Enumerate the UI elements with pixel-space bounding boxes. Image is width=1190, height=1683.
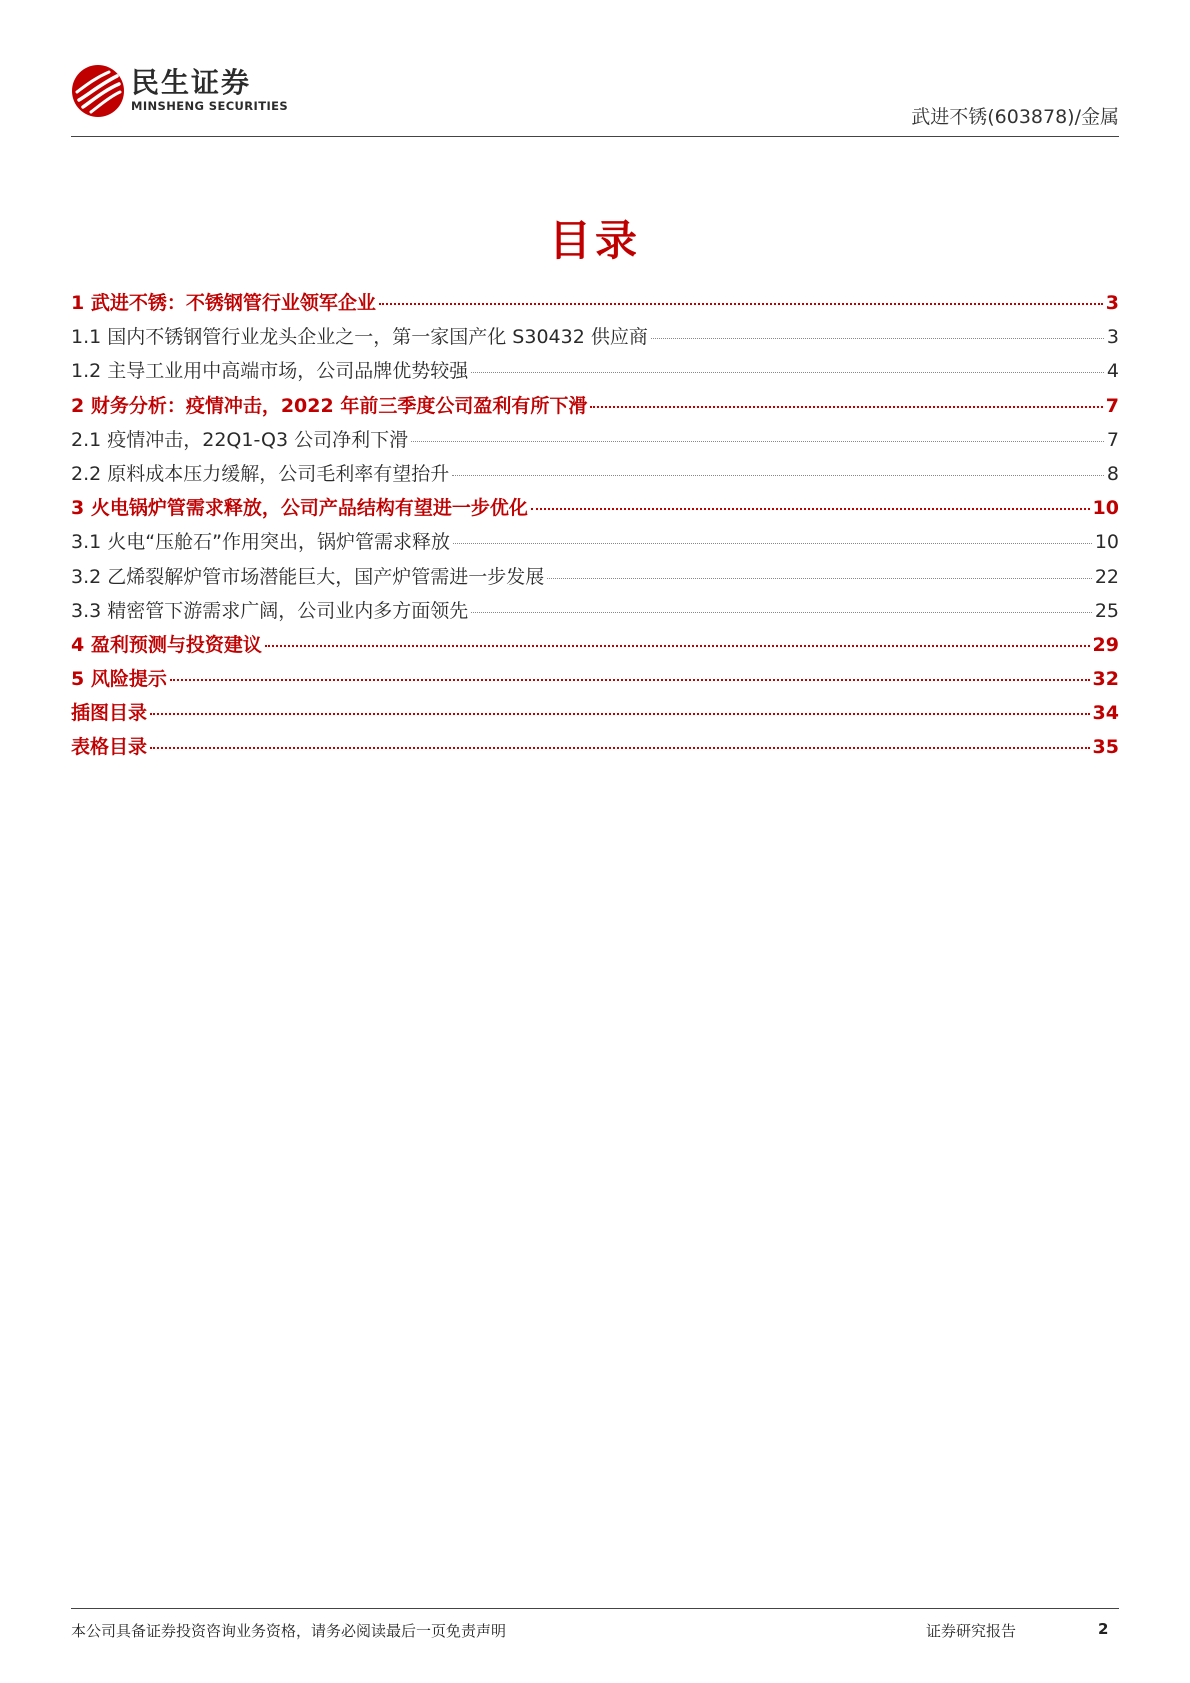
toc-leader-dots xyxy=(531,508,1090,510)
toc-entry[interactable] xyxy=(71,320,1119,354)
toc-entry[interactable] xyxy=(71,423,1119,457)
toc-entry-label: 3.3 精密管下游需求广阔，公司业内多方面领先 xyxy=(71,599,469,622)
toc-leader-dots xyxy=(170,679,1090,681)
toc-entry-label: 5 风险提示 xyxy=(71,668,167,691)
toc-entry-page: 25 xyxy=(1094,599,1119,622)
toc-leader-dots xyxy=(265,645,1090,647)
toc-entry-label: 2.1 疫情冲击，22Q1-Q3 公司净利下滑 xyxy=(71,428,409,451)
toc-entry[interactable] xyxy=(71,696,1119,730)
toc-entry[interactable] xyxy=(71,594,1119,628)
toc-entry-page: 8 xyxy=(1106,462,1119,485)
logo-chinese-name: 民生证券 xyxy=(131,66,252,99)
toc-entry[interactable] xyxy=(71,560,1119,594)
toc-entry[interactable] xyxy=(71,662,1119,696)
toc-entry-label: 4 盈利预测与投资建议 xyxy=(71,633,262,656)
toc-entry[interactable] xyxy=(71,730,1119,764)
toc-entry-label: 3 火电锅炉管需求释放，公司产品结构有望进一步优化 xyxy=(71,497,528,520)
header-stock-label: 武进不锈(603878)/金属 xyxy=(911,106,1119,128)
footer-divider xyxy=(71,1608,1119,1609)
toc-entry-page: 32 xyxy=(1092,668,1119,691)
toc-entry-page: 7 xyxy=(1106,428,1119,451)
toc-entry-label: 2.2 原料成本压力缓解，公司毛利率有望抬升 xyxy=(71,462,450,485)
toc-title: 目录 xyxy=(548,216,641,265)
toc-leader-dots xyxy=(547,578,1092,579)
toc-leader-dots xyxy=(453,543,1092,544)
toc-entry-label: 1.2 主导工业用中高端市场，公司品牌优势较强 xyxy=(71,360,469,383)
toc-leader-dots xyxy=(452,475,1104,476)
toc-entry[interactable] xyxy=(71,457,1119,491)
minsheng-logo-icon xyxy=(71,64,125,118)
toc-entry[interactable] xyxy=(71,525,1119,559)
toc-entry-page: 3 xyxy=(1105,292,1119,314)
toc-entry-page: 35 xyxy=(1092,736,1119,759)
toc-entry-page: 4 xyxy=(1106,360,1119,383)
toc-entry-label: 1 武进不锈：不锈钢管行业领军企业 xyxy=(71,292,376,314)
toc-entry[interactable] xyxy=(71,389,1119,423)
toc-entry-page: 10 xyxy=(1094,531,1119,554)
toc-entry-page: 7 xyxy=(1105,394,1119,417)
logo-english-name: MINSHENG SECURITIES xyxy=(131,99,289,113)
toc-entry-page: 22 xyxy=(1094,565,1119,588)
footer-page-number: 2 xyxy=(1098,1620,1109,1638)
toc-leader-dots xyxy=(379,303,1103,305)
toc-entry-page: 29 xyxy=(1092,633,1119,656)
toc-entry-label: 3.2 乙烯裂解炉管市场潜能巨大，国产炉管需进一步发展 xyxy=(71,565,545,588)
toc-leader-dots xyxy=(150,747,1090,749)
toc-entry[interactable] xyxy=(71,354,1119,388)
toc-entry-label: 2 财务分析：疫情冲击，2022 年前三季度公司盈利有所下滑 xyxy=(71,394,588,417)
toc-leader-dots xyxy=(411,441,1104,442)
toc-entry[interactable] xyxy=(71,491,1119,525)
toc-entry-page: 10 xyxy=(1092,497,1119,520)
toc-entry-label: 1.1 国内不锈钢管行业龙头企业之一，第一家国产化 S30432 供应商 xyxy=(71,326,648,349)
toc-leader-dots xyxy=(590,406,1102,408)
toc-entry-page: 3 xyxy=(1106,326,1119,349)
footer-report-type: 证券研究报告 xyxy=(926,1622,1017,1640)
footer-disclaimer: 本公司具备证券投资咨询业务资格，请务必阅读最后一页免责声明 xyxy=(71,1622,507,1640)
page-header xyxy=(71,64,1119,136)
table-of-contents xyxy=(71,286,1119,765)
toc-entry-label: 插图目录 xyxy=(71,702,148,725)
toc-entry-label: 表格目录 xyxy=(71,736,148,759)
toc-entry-page: 34 xyxy=(1092,702,1119,725)
toc-leader-dots xyxy=(471,372,1104,373)
toc-leader-dots xyxy=(651,338,1104,339)
toc-leader-dots xyxy=(471,612,1092,613)
toc-entry-label: 3.1 火电“压舱石”作用突出，锅炉管需求释放 xyxy=(71,531,450,554)
toc-leader-dots xyxy=(150,713,1090,715)
company-logo xyxy=(71,64,288,118)
toc-entry[interactable] xyxy=(71,628,1119,662)
header-divider xyxy=(71,136,1119,137)
toc-entry[interactable] xyxy=(71,286,1119,320)
